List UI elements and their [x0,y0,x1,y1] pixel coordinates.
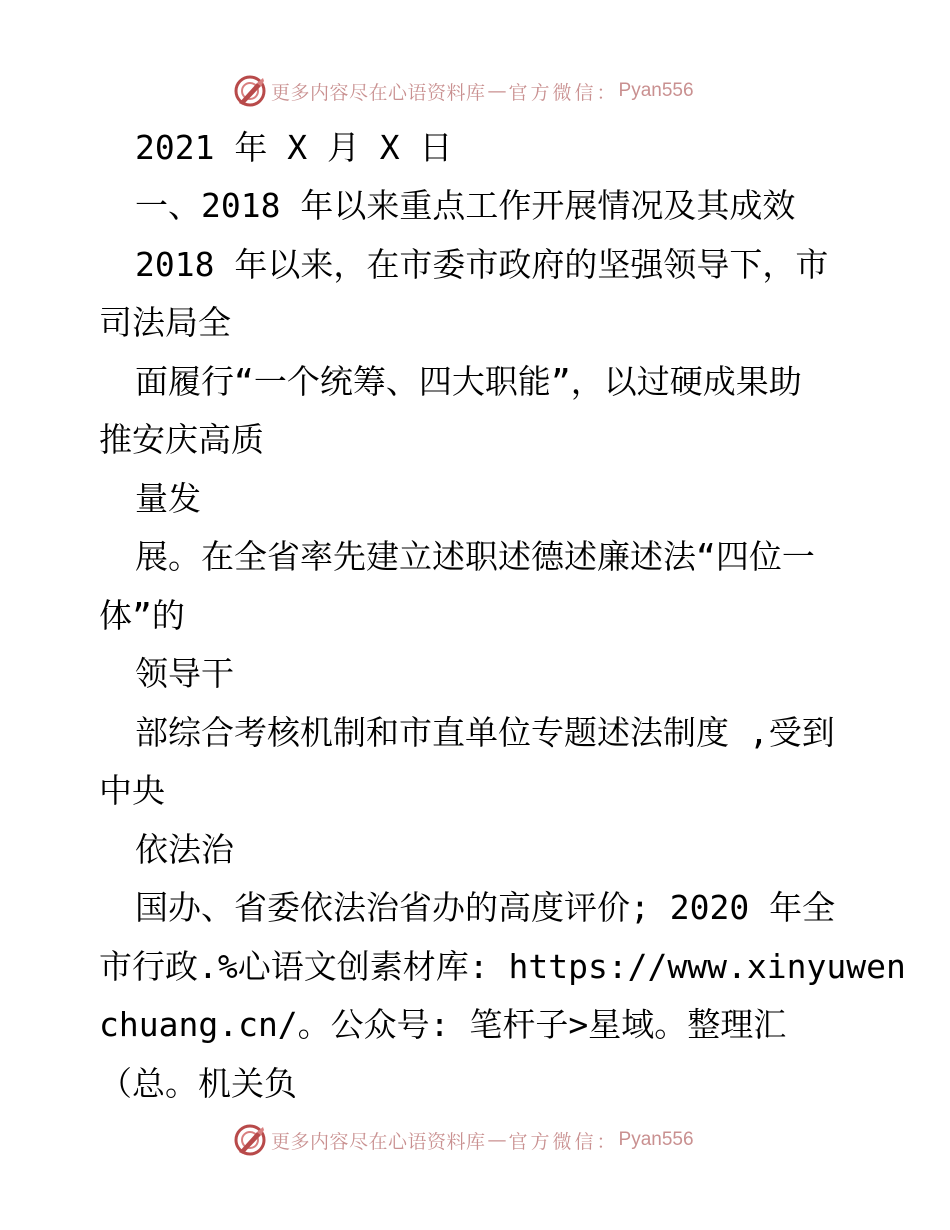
paragraph-line: 依法治 [135,830,234,869]
watermark-separator: — [487,80,507,102]
paragraph-line: 部综合考核机制和市直单位专题述法制度 ,受到 [135,713,835,752]
paragraph-line: 面履行“一个统筹、四大职能”，以过硬成果助 [135,362,802,401]
paragraph-line: 中央 [99,771,165,810]
paragraph-line: 国办、省委依法治省办的高度评价; 2020 年全 [135,888,836,927]
section-heading: 一、2018 年以来重点工作开展情况及其成效 [135,186,796,225]
watermark-text: 更多内容尽在心语资料库 [271,81,486,104]
pen-logo-icon [233,1123,267,1157]
footer-watermark [233,1122,694,1158]
watermark-handle: Pyan556 [618,1129,694,1150]
paragraph-line: chuang.cn/。公众号: 笔杆子>星域。整理汇 [99,1005,787,1044]
watermark-text: 更多内容尽在心语资料库 [271,1130,486,1153]
watermark-separator: — [487,1129,507,1151]
paragraph-line: 体”的 [99,596,185,635]
watermark-wechat-label: 官方微信： [508,1130,619,1153]
paragraph-line: 司法局全 [99,303,231,342]
paragraph-line: 领导干 [135,654,234,693]
paragraph-line: 量发 [135,479,201,518]
paragraph-line: 推安庆高质 [99,420,264,459]
date-line: 2021 年 X 月 X 日 [135,128,453,167]
paragraph-line: 2018 年以来，在市委市政府的坚强领导下，市 [135,245,829,284]
paragraph-line: 市行政.%心语文创素材库: https://www.xinyuwen [99,947,906,986]
paragraph-line: （总。机关负 [99,1064,297,1103]
watermark-wechat-label: 官方微信： [508,81,619,104]
paragraph-line: 展。在全省率先建立述职述德述廉述法“四位一 [135,537,815,576]
watermark-handle: Pyan556 [618,80,694,101]
